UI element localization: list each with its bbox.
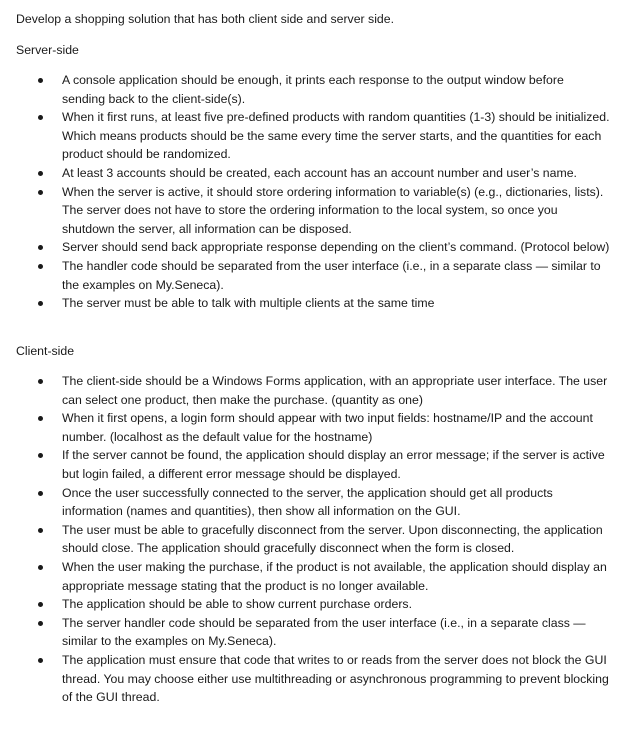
- bullet-icon: [38, 301, 43, 306]
- list-item-text: The handler code should be separated from the user interface (i.e., in a separate class — similar to the examples on My.Seneca).: [62, 258, 601, 292]
- list-item: [0, 183, 633, 239]
- intro-paragraph: Develop a shopping solution that has both client side and server side.: [16, 12, 395, 26]
- list-item-text: The application should be able to show current purchase orders.: [62, 597, 412, 612]
- list-item: [0, 164, 633, 183]
- list-item: [0, 521, 633, 558]
- list-item-text: When it first opens, a login form should appear with two input fields: hostname/IP and the account number. (localhost as the default value for the hostname): [62, 411, 593, 444]
- bullet-icon: [38, 115, 43, 120]
- list-item-text: When the user making the purchase, if the product is not available, the application should display an appropriate message stating that the product is no longer available.: [62, 559, 607, 593]
- bullet-icon: [38, 379, 43, 384]
- server-side-list: [0, 71, 633, 313]
- list-item-text: The server handler code should be separated from the user interface (i.e., in a separate class — similar to the examples on My.Seneca).: [62, 615, 586, 649]
- client-side-heading: Client-side: [16, 344, 75, 358]
- list-item-text: Once the user successfully connected to the server, the application should get all products information (names and quantities), then show all information on the GUI.: [62, 485, 553, 519]
- list-item: [0, 484, 633, 521]
- list-item-text: The user must be able to gracefully disconnect from the server. Upon disconnecting, the application should close. The application should gracefully disconnect when the form is closed.: [62, 522, 603, 556]
- list-item-text: When it first runs, at least five pre-defined products with random quantities (1-3) should be initialized. Which means products should be the same every time the server starts, and the quantities for each product should be randomized.: [62, 110, 610, 162]
- list-item: [0, 614, 633, 651]
- list-item-text: A console application should be enough, it prints each response to the output window before sending back to the client-side(s).: [62, 73, 564, 106]
- list-item-text: The client-side should be a Windows Forms application, with an appropriate user interface. The user can select one product, then make the purchase. (quantity as one): [62, 374, 608, 407]
- list-item-text: Server should send back appropriate response depending on the client’s command. (Protocol below): [62, 240, 610, 255]
- bullet-icon: [38, 565, 43, 570]
- bullet-icon: [38, 453, 43, 458]
- bullet-icon: [38, 658, 43, 663]
- list-item: [0, 257, 633, 294]
- list-item: [0, 238, 633, 257]
- bullet-icon: [38, 621, 43, 626]
- bullet-icon: [38, 416, 43, 421]
- bullet-icon: [38, 171, 43, 176]
- list-item-text: The server must be able to talk with multiple clients at the same time: [62, 296, 435, 311]
- client-side-list: [0, 372, 633, 707]
- list-item: [0, 558, 633, 595]
- bullet-icon: [38, 528, 43, 533]
- list-item-text: When the server is active, it should store ordering information to variable(s) (e.g., dictionaries, lists). The server does not have to store the ordering information to the local system, so once you shutdown the server, all information can be disposed.: [62, 184, 604, 236]
- bullet-icon: [38, 245, 43, 250]
- list-item: [0, 409, 633, 446]
- list-item: [0, 294, 633, 313]
- list-item: [0, 595, 633, 614]
- bullet-icon: [38, 491, 43, 496]
- list-item: [0, 71, 633, 108]
- list-item: [0, 446, 633, 483]
- bullet-icon: [38, 602, 43, 607]
- list-item-text: At least 3 accounts should be created, each account has an account number and user’s name.: [62, 165, 577, 180]
- list-item-text: If the server cannot be found, the application should display an error message; if the server is active but login failed, a different error message should be displayed.: [62, 448, 605, 481]
- list-item: [0, 372, 633, 409]
- list-item-text: The application must ensure that code that writes to or reads from the server does not block the GUI thread. You may choose either use multithreading or asynchronous programming to prevent blocking of the GUI thread.: [62, 652, 609, 705]
- bullet-icon: [38, 190, 43, 195]
- bullet-icon: [38, 264, 43, 269]
- list-item: [0, 108, 633, 164]
- list-item: [0, 651, 633, 707]
- server-side-heading: Server-side: [16, 43, 79, 57]
- bullet-icon: [38, 78, 43, 83]
